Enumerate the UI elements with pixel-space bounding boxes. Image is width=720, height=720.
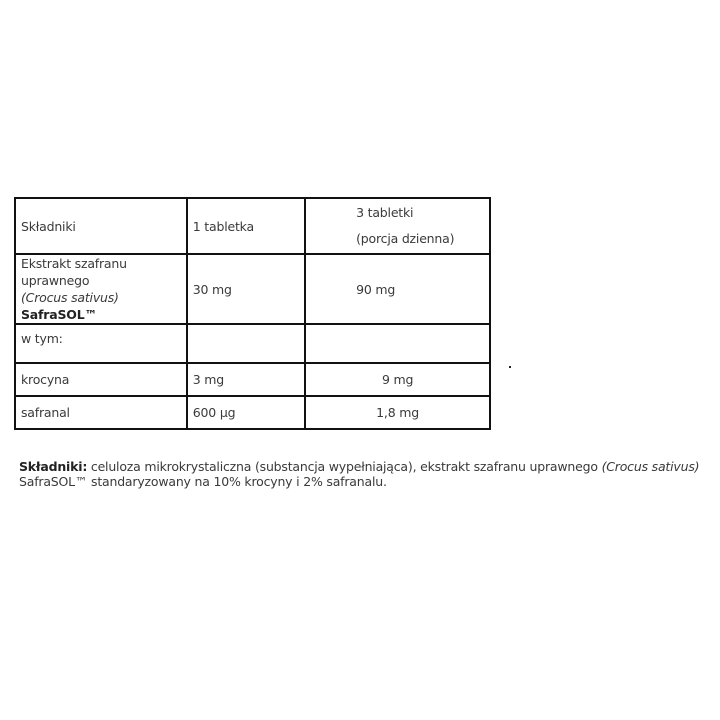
amount-three-tablets: 1,8 mg [305, 396, 490, 429]
ingredients-text-part1: celuloza mikrokrystaliczna (substancja wypełniająca), ekstrakt szafranu uprawnego [87, 459, 602, 474]
table-row [15, 324, 490, 363]
ingredients-text-part2: SafraSOL™ standaryzowany na 10% krocyny i 2% safranalu. [19, 474, 387, 489]
ingredient-name [15, 254, 187, 324]
ingredients-paragraph [19, 459, 709, 489]
ingredient-name: krocyna [15, 363, 187, 396]
table-row [15, 363, 490, 396]
amount-one-tablet: 600 µg [187, 396, 305, 429]
table-row [15, 254, 490, 324]
table-header-row [15, 198, 490, 254]
ingredient-latin-name: (Crocus sativus) [21, 290, 119, 305]
ingredient-brand-name: SafraSOL™ [21, 307, 97, 322]
amount-one-tablet [187, 324, 305, 363]
header-one-tablet: 1 tabletka [187, 198, 305, 254]
table-row [15, 396, 490, 429]
amount-one-tablet: 3 mg [187, 363, 305, 396]
header-daily-portion-label: (porcja dzienna) [356, 231, 455, 246]
amount-three-tablets: 9 mg [305, 363, 490, 396]
ingredient-name: w tym: [15, 324, 187, 363]
composition-table [14, 197, 491, 430]
ingredients-latin-name: (Crocus sativus) [601, 459, 700, 474]
header-three-tablets [305, 198, 490, 254]
header-three-tablets-label: 3 tabletki [356, 205, 414, 220]
amount-one-tablet: 30 mg [187, 254, 305, 324]
ingredients-label: Składniki: [19, 459, 88, 474]
amount-three-tablets: 90 mg [305, 254, 490, 324]
stray-dot [509, 366, 511, 368]
amount-three-tablets [305, 324, 490, 363]
ingredient-name-text: Ekstrakt szafranu uprawnego [21, 256, 127, 288]
header-ingredients: Składniki [15, 198, 187, 254]
ingredient-name: safranal [15, 396, 187, 429]
